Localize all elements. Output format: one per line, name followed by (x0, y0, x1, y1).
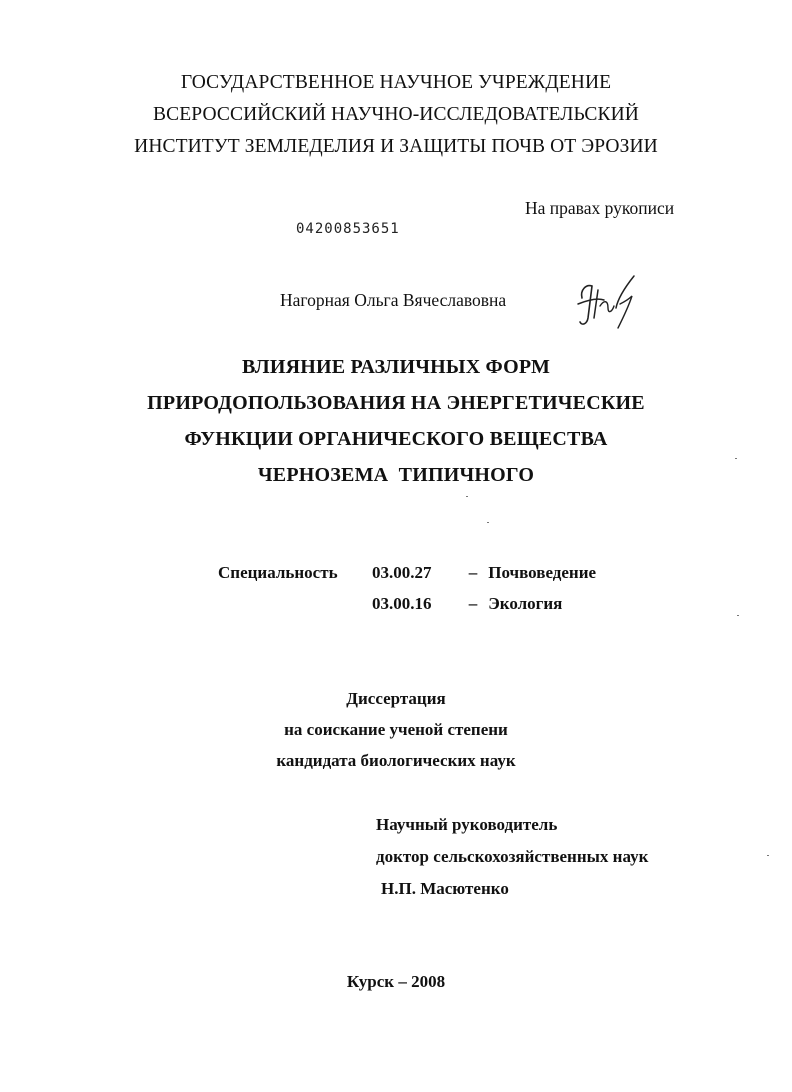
supervisor-name: Н.П. Масютенко (381, 879, 509, 898)
institution-line-1: ГОСУДАРСТВЕННОЕ НАУЧНОЕ УЧРЕЖДЕНИЕ (180, 72, 612, 93)
specialty-name: Почвоведение (488, 563, 597, 582)
scan-speck (487, 522, 489, 523)
specialty-label: Специальность (218, 563, 338, 582)
degree-line-2: на соискание ученой степени (284, 720, 508, 739)
title-line-2: ПРИРОДОПОЛЬЗОВАНИЯ НА ЭНЕРГЕТИЧЕСКИЕ (147, 392, 645, 414)
degree-line-1: Диссертация (346, 689, 446, 708)
author-name: Нагорная Ольга Вячеславовна (280, 290, 507, 310)
city-year: Курск – 2008 (346, 972, 446, 991)
title-line-4: ЧЕРНОЗЕМА ТИПИЧНОГО (257, 464, 535, 486)
specialty-row (372, 594, 562, 614)
signature-image (572, 268, 648, 332)
specialty-code: 03.00.16 (372, 594, 432, 613)
scan-speck (735, 458, 737, 459)
institution-line-2: ВСЕРОССИЙСКИЙ НАУЧНО-ИССЛЕДОВАТЕЛЬСКИЙ (153, 104, 639, 125)
specialty-dash: – (468, 563, 478, 582)
degree-line-3: кандидата биологических наук (276, 751, 516, 770)
institution-line-3: ИНСТИТУТ ЗЕМЛЕДЕЛИЯ И ЗАЩИТЫ ПОЧВ ОТ ЭРОЗИИ (134, 136, 658, 157)
manuscript-note: На правах рукописи (525, 198, 675, 218)
specialty-row (372, 563, 596, 583)
title-line-3: ФУНКЦИИ ОРГАНИЧЕСКОГО ВЕЩЕСТВА (184, 428, 608, 450)
scan-speck (737, 615, 739, 616)
title-line-1: ВЛИЯНИЕ РАЗЛИЧНЫХ ФОРМ (241, 356, 551, 378)
catalog-number: 04200853651 (296, 221, 400, 237)
specialty-code: 03.00.27 (372, 563, 432, 582)
specialty-name: Экология (488, 594, 563, 613)
scan-speck (767, 855, 769, 856)
scan-speck (466, 496, 468, 497)
supervisor-line-1: Научный руководитель (376, 815, 558, 834)
specialty-dash: – (468, 594, 478, 613)
supervisor-line-2: доктор сельскохозяйственных наук (376, 847, 649, 866)
